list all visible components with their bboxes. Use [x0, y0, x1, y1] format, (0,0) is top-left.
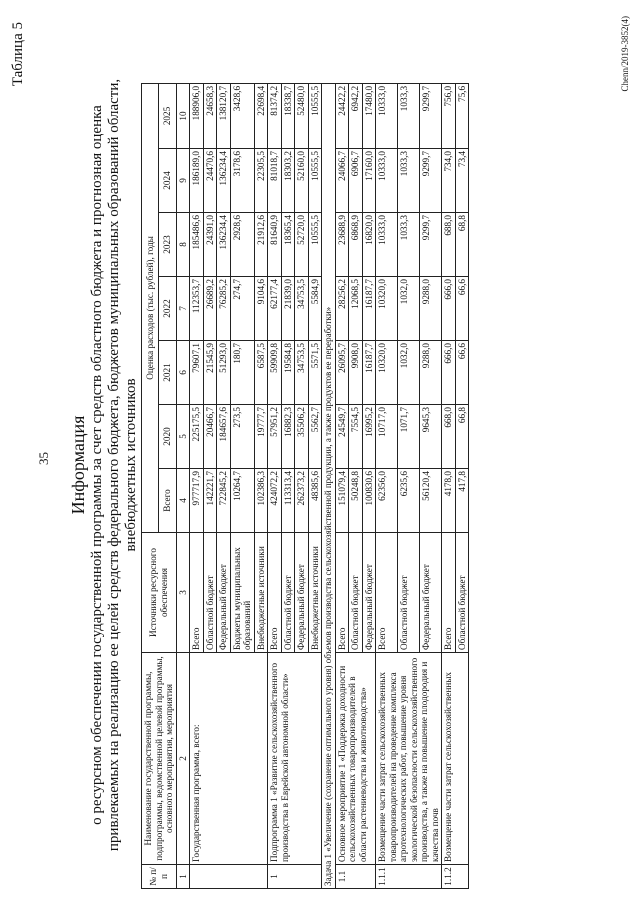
amount-cell: 81018,7 — [268, 149, 282, 213]
colnum: 9 — [176, 149, 190, 213]
subtitle-line-2: привлекаемых на реализацию ее целей средств федерального бюджета, бюджетов муниципальных образований области, — [106, 78, 122, 852]
amount-cell: 66,6 — [455, 277, 469, 341]
amount-cell: 668,0 — [442, 405, 456, 469]
amount-cell: 688,0 — [442, 213, 456, 277]
amount-cell: 273,5 — [230, 405, 254, 469]
amount-cell: 34753,5 — [295, 277, 309, 341]
row-title: Государственная программа, всего: — [190, 653, 268, 865]
amount-cell: 34753,5 — [295, 341, 309, 405]
row-title: Основное мероприятие 1 «Поддержка доходности сельскохозяйственных товаропроизводителей в области растениеводства и животноводства» — [335, 653, 376, 865]
amount-cell: 9104,6 — [254, 277, 268, 341]
amount-cell: 52480,0 — [295, 83, 309, 148]
amount-cell: 9288,0 — [420, 277, 442, 341]
row-title: Подпрограмма 1 «Развитие сельскохозяйственного производства в Еврейской автономной области» — [268, 653, 322, 865]
task-text: Задача 1 «Увеличение (сохранение оптимального уровня) объемов производства сельскохозяйственной продукции, а также продуктов ее переработки» — [322, 83, 336, 888]
amount-cell: 5571,5 — [308, 341, 322, 405]
table-row — [442, 83, 456, 888]
amount-cell: 81640,9 — [268, 213, 282, 277]
amount-cell: 1033,3 — [398, 213, 420, 277]
amount-cell: 734,0 — [442, 149, 456, 213]
funding-source: Внебюджетные источники — [308, 533, 322, 653]
amount-cell: 79607,1 — [190, 341, 204, 405]
colnum: 8 — [176, 213, 190, 277]
header-name: Наименование государственной программы, подпрограммы, ведомственной целевой программы, основного мероприятия, мероприятия — [142, 653, 177, 865]
amount-cell: 9908,0 — [349, 341, 363, 405]
header-total: Всего — [159, 469, 176, 533]
amount-cell: 52160,0 — [295, 149, 309, 213]
amount-cell: 18338,7 — [281, 83, 295, 148]
amount-cell: 9645,3 — [420, 405, 442, 469]
amount-cell: 10333,0 — [376, 149, 398, 213]
amount-cell: 9299,7 — [420, 213, 442, 277]
header-num: № п/п — [142, 865, 177, 889]
resource-table — [141, 83, 469, 889]
amount-cell: 10555,5 — [308, 149, 322, 213]
amount-cell: 68,8 — [455, 213, 469, 277]
amount-cell: 62356,0 — [376, 469, 398, 533]
amount-cell: 100830,6 — [362, 469, 376, 533]
amount-cell: 5562,7 — [308, 405, 322, 469]
row-title: Возмещение части затрат сельскохозяйственных — [442, 653, 469, 865]
amount-cell: 57951,2 — [268, 405, 282, 469]
funding-source: Федеральный бюджет — [362, 533, 376, 653]
amount-cell: 185486,6 — [190, 213, 204, 277]
amount-cell: 10320,0 — [376, 277, 398, 341]
row-number — [190, 865, 268, 889]
amount-cell: 18303,2 — [281, 149, 295, 213]
funding-source: Областной бюджет — [398, 533, 420, 653]
header-group: Оценка расходов (тыс. рублей), годы — [142, 83, 159, 532]
amount-cell: 184657,6 — [217, 405, 231, 469]
amount-cell: 6235,6 — [398, 469, 420, 533]
amount-cell: 24549,7 — [335, 405, 349, 469]
amount-cell: 756,0 — [442, 83, 456, 148]
amount-cell: 23688,9 — [335, 213, 349, 277]
amount-cell: 7554,5 — [349, 405, 363, 469]
amount-cell: 9288,0 — [420, 341, 442, 405]
amount-cell: 417,8 — [455, 469, 469, 533]
funding-source: Всего — [268, 533, 282, 653]
funding-source: Внебюджетные источники — [254, 533, 268, 653]
funding-source: Всего — [190, 533, 204, 653]
document-title: Информация — [68, 415, 88, 515]
funding-source: Областной бюджет — [203, 533, 217, 653]
amount-cell: 225175,5 — [190, 405, 204, 469]
amount-cell: 6942,2 — [349, 83, 363, 148]
amount-cell: 5584,9 — [308, 277, 322, 341]
amount-cell: 112353,7 — [190, 277, 204, 341]
amount-cell: 12068,5 — [349, 277, 363, 341]
amount-cell: 722845,2 — [217, 469, 231, 533]
funding-source: Областной бюджет — [281, 533, 295, 653]
amount-cell: 10264,7 — [230, 469, 254, 533]
header-year-2025: 2025 — [159, 83, 176, 148]
header-year-2023: 2023 — [159, 213, 176, 277]
colnum: 2 — [176, 653, 190, 865]
amount-cell: 2928,6 — [230, 213, 254, 277]
colnum: 6 — [176, 341, 190, 405]
funding-source: Федеральный бюджет — [217, 533, 231, 653]
amount-cell: 66,8 — [455, 405, 469, 469]
amount-cell: 10555,5 — [308, 213, 322, 277]
funding-source: Всего — [442, 533, 456, 653]
colnum: 7 — [176, 277, 190, 341]
row-title: Возмещение части затрат сельскохозяйственных товаропроизводителей на проведение комплекса агротехнологических работ, повышение уровня экологической безопасности сельскохозяйственного производства, а также на повышение плодородия и качества почв — [376, 653, 442, 865]
amount-cell: 21545,9 — [203, 341, 217, 405]
colnum: 4 — [176, 469, 190, 533]
funding-source: Всего — [376, 533, 398, 653]
amount-cell: 9299,7 — [420, 149, 442, 213]
colnum: 3 — [176, 533, 190, 653]
column-number-row — [176, 83, 190, 888]
amount-cell: 977717,9 — [190, 469, 204, 533]
row-number: 1.1.2 — [442, 865, 469, 889]
amount-cell: 6587,5 — [254, 341, 268, 405]
amount-cell: 102386,3 — [254, 469, 268, 533]
amount-cell: 4178,0 — [442, 469, 456, 533]
header-row-1 — [142, 83, 159, 888]
amount-cell: 75,6 — [455, 83, 469, 148]
amount-cell: 59909,8 — [268, 341, 282, 405]
amount-cell: 17160,0 — [362, 149, 376, 213]
table-row — [190, 83, 204, 888]
amount-cell: 24391,0 — [203, 213, 217, 277]
header-source: Источники ресурсного обеспечения — [142, 533, 177, 653]
amount-cell: 19584,8 — [281, 341, 295, 405]
amount-cell: 1033,3 — [398, 149, 420, 213]
amount-cell: 16820,0 — [362, 213, 376, 277]
colnum: 5 — [176, 405, 190, 469]
amount-cell: 21839,0 — [281, 277, 295, 341]
amount-cell: 16995,2 — [362, 405, 376, 469]
amount-cell: 81374,2 — [268, 83, 282, 148]
amount-cell: 3178,6 — [230, 149, 254, 213]
amount-cell: 24422,2 — [335, 83, 349, 148]
amount-cell: 56120,4 — [420, 469, 442, 533]
title-block — [70, 65, 140, 865]
amount-cell: 50248,8 — [349, 469, 363, 533]
amount-cell: 20466,7 — [203, 405, 217, 469]
row-number: 1 — [268, 865, 322, 889]
subtitle-line-1: о ресурсном обеспечении государственной программы за счет средств областного бюджета и прогнозная оценка — [89, 105, 105, 825]
table-row — [335, 83, 349, 888]
amount-cell: 52720,0 — [295, 213, 309, 277]
amount-cell: 142221,7 — [203, 469, 217, 533]
amount-cell: 35506,2 — [295, 405, 309, 469]
amount-cell: 424072,2 — [268, 469, 282, 533]
header-year-2020: 2020 — [159, 405, 176, 469]
amount-cell: 262373,2 — [295, 469, 309, 533]
row-number: 1.1.1 — [376, 865, 442, 889]
amount-cell: 19777,7 — [254, 405, 268, 469]
amount-cell: 136234,4 — [217, 213, 231, 277]
amount-cell: 73,4 — [455, 149, 469, 213]
table-body — [190, 83, 469, 888]
colnum: 1 — [176, 865, 190, 889]
amount-cell: 113313,4 — [281, 469, 295, 533]
amount-cell: 138120,7 — [217, 83, 231, 148]
amount-cell: 22698,4 — [254, 83, 268, 148]
amount-cell: 1071,7 — [398, 405, 420, 469]
amount-cell: 6906,7 — [349, 149, 363, 213]
amount-cell: 151079,4 — [335, 469, 349, 533]
table-row — [376, 83, 398, 888]
amount-cell: 62177,4 — [268, 277, 282, 341]
amount-cell: 76285,2 — [217, 277, 231, 341]
task-row — [322, 83, 336, 888]
amount-cell: 26689,2 — [203, 277, 217, 341]
funding-source: Областной бюджет — [455, 533, 469, 653]
amount-cell: 10717,0 — [376, 405, 398, 469]
amount-cell: 16187,7 — [362, 277, 376, 341]
amount-cell: 16187,7 — [362, 341, 376, 405]
header-year-2022: 2022 — [159, 277, 176, 341]
amount-cell: 22305,5 — [254, 149, 268, 213]
amount-cell: 26095,7 — [335, 341, 349, 405]
amount-cell: 180,7 — [230, 341, 254, 405]
page-number: 35 — [36, 452, 51, 465]
amount-cell: 17480,0 — [362, 83, 376, 148]
amount-cell: 1032,0 — [398, 277, 420, 341]
funding-source: Областной бюджет — [349, 533, 363, 653]
amount-cell: 1032,0 — [398, 341, 420, 405]
amount-cell: 28256,2 — [335, 277, 349, 341]
colnum: 10 — [176, 83, 190, 148]
amount-cell: 51293,0 — [217, 341, 231, 405]
amount-cell: 10555,5 — [308, 83, 322, 148]
amount-cell: 186189,0 — [190, 149, 204, 213]
amount-cell: 24658,3 — [203, 83, 217, 148]
table-label: Таблица 5 — [10, 22, 26, 87]
row-number: 1.1 — [335, 865, 376, 889]
amount-cell: 10333,0 — [376, 213, 398, 277]
amount-cell: 274,7 — [230, 277, 254, 341]
header-year-2021: 2021 — [159, 341, 176, 405]
funding-source: Всего — [335, 533, 349, 653]
amount-cell: 66,6 — [455, 341, 469, 405]
amount-cell: 9299,7 — [420, 83, 442, 148]
amount-cell: 136234,4 — [217, 149, 231, 213]
funding-source: Федеральный бюджет — [295, 533, 309, 653]
amount-cell: 48385,6 — [308, 469, 322, 533]
amount-cell: 3428,6 — [230, 83, 254, 148]
amount-cell: 18365,4 — [281, 213, 295, 277]
amount-cell: 24066,7 — [335, 149, 349, 213]
amount-cell: 16882,3 — [281, 405, 295, 469]
amount-cell: 21912,6 — [254, 213, 268, 277]
subtitle-line-3: внебюджетных источников — [123, 378, 139, 552]
funding-source: Федеральный бюджет — [420, 533, 442, 653]
amount-cell: 1033,3 — [398, 83, 420, 148]
amount-cell: 10333,0 — [376, 83, 398, 148]
amount-cell: 6868,9 — [349, 213, 363, 277]
amount-cell: 188906,0 — [190, 83, 204, 148]
table-row — [268, 83, 282, 888]
amount-cell: 666,0 — [442, 341, 456, 405]
amount-cell: 24470,6 — [203, 149, 217, 213]
header-year-2024: 2024 — [159, 149, 176, 213]
amount-cell: 10320,0 — [376, 341, 398, 405]
funding-source: Бюджеты муниципальных образований — [230, 533, 254, 653]
amount-cell: 666,0 — [442, 277, 456, 341]
footer-code: Сhenn/2019-3852(4) — [620, 16, 630, 92]
